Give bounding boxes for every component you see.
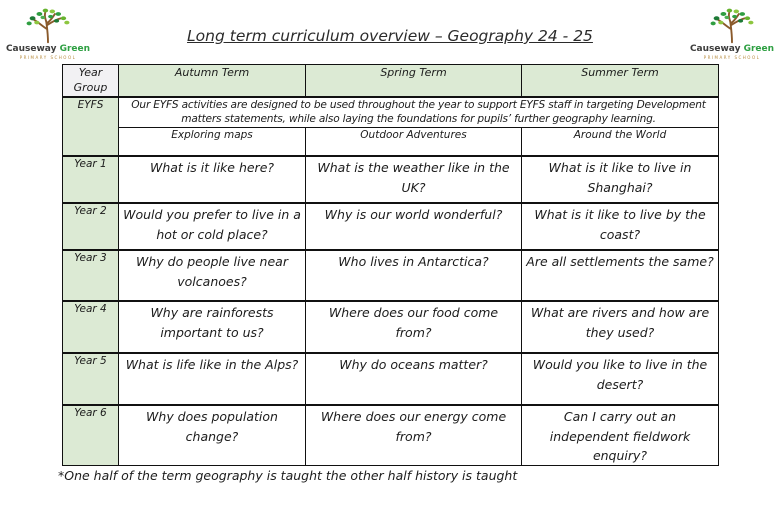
spring-question: Where does our energy come from?: [306, 405, 522, 466]
table-row-year-3: [63, 250, 719, 301]
school-name-causeway: Causeway: [5, 43, 57, 54]
year-label: Year 5: [63, 353, 119, 405]
school-name-green: Green: [59, 43, 91, 54]
autumn-question: Would you prefer to live in a hot or cold place?: [119, 203, 306, 250]
autumn-question: What is life like in the Alps?: [119, 353, 306, 405]
eyfs-unit-summer: Around the World: [522, 127, 719, 156]
school-logo-right: [684, 6, 780, 61]
school-name: [6, 45, 90, 54]
autumn-question: Why are rainforests important to us?: [119, 301, 306, 353]
curriculum-table: [62, 64, 719, 466]
spring-question: Why do oceans matter?: [306, 353, 522, 405]
column-header-autumn-term: Autumn Term: [119, 65, 306, 97]
page-header: [0, 6, 780, 60]
summer-question: Would you like to live in the desert?: [522, 353, 719, 405]
table-row-year-6: [63, 405, 719, 466]
tree-icon: [22, 8, 74, 44]
spring-question: Where does our food come from?: [306, 301, 522, 353]
autumn-question: Why do people live near volcanoes?: [119, 250, 306, 301]
school-name-causeway: Causeway: [689, 43, 741, 54]
page-title: Long term curriculum overview – Geography 24 - 25: [187, 27, 593, 45]
eyfs-unit-spring: Outdoor Adventures: [306, 127, 522, 156]
table-row-year-1: [63, 156, 719, 203]
school-name: [690, 45, 774, 54]
school-subtitle: PRIMARY SCHOOL: [703, 55, 761, 61]
year-label: Year 3: [63, 250, 119, 301]
eyfs-description: Our EYFS activities are designed to be used throughout the year to support EYFS staff in targeting Development matters statements, while also laying the foundations for pupils’ further geography learning.: [119, 97, 719, 127]
footnote: *One half of the term geography is taught the other half history is taught: [58, 468, 518, 483]
summer-question: What is it like to live by the coast?: [522, 203, 719, 250]
summer-question: Are all settlements the same?: [522, 250, 719, 301]
summer-question: What is it like to live in Shanghai?: [522, 156, 719, 203]
spring-question: What is the weather like in the UK?: [306, 156, 522, 203]
summer-question: What are rivers and how are they used?: [522, 301, 719, 353]
school-name-green: Green: [743, 43, 775, 54]
eyfs-row: [63, 97, 719, 127]
eyfs-units-row: [63, 127, 719, 156]
summer-question: Can I carry out an independent fieldwork enquiry?: [522, 405, 719, 466]
column-header-spring-term: Spring Term: [306, 65, 522, 97]
column-header-year-group: Year Group: [63, 65, 119, 97]
year-label: Year 6: [63, 405, 119, 466]
table-header-row: [63, 65, 719, 97]
year-label: Year 1: [63, 156, 119, 203]
table-row-year-5: [63, 353, 719, 405]
year-label: Year 2: [63, 203, 119, 250]
spring-question: Who lives in Antarctica?: [306, 250, 522, 301]
eyfs-unit-autumn: Exploring maps: [119, 127, 306, 156]
tree-icon: [706, 8, 758, 44]
year-label-eyfs: EYFS: [63, 97, 119, 156]
spring-question: Why is our world wonderful?: [306, 203, 522, 250]
autumn-question: What is it like here?: [119, 156, 306, 203]
table-row-year-2: [63, 203, 719, 250]
school-subtitle: PRIMARY SCHOOL: [19, 55, 77, 61]
autumn-question: Why does population change?: [119, 405, 306, 466]
table-row-year-4: [63, 301, 719, 353]
year-label: Year 4: [63, 301, 119, 353]
school-logo-left: [0, 6, 96, 61]
column-header-summer-term: Summer Term: [522, 65, 719, 97]
